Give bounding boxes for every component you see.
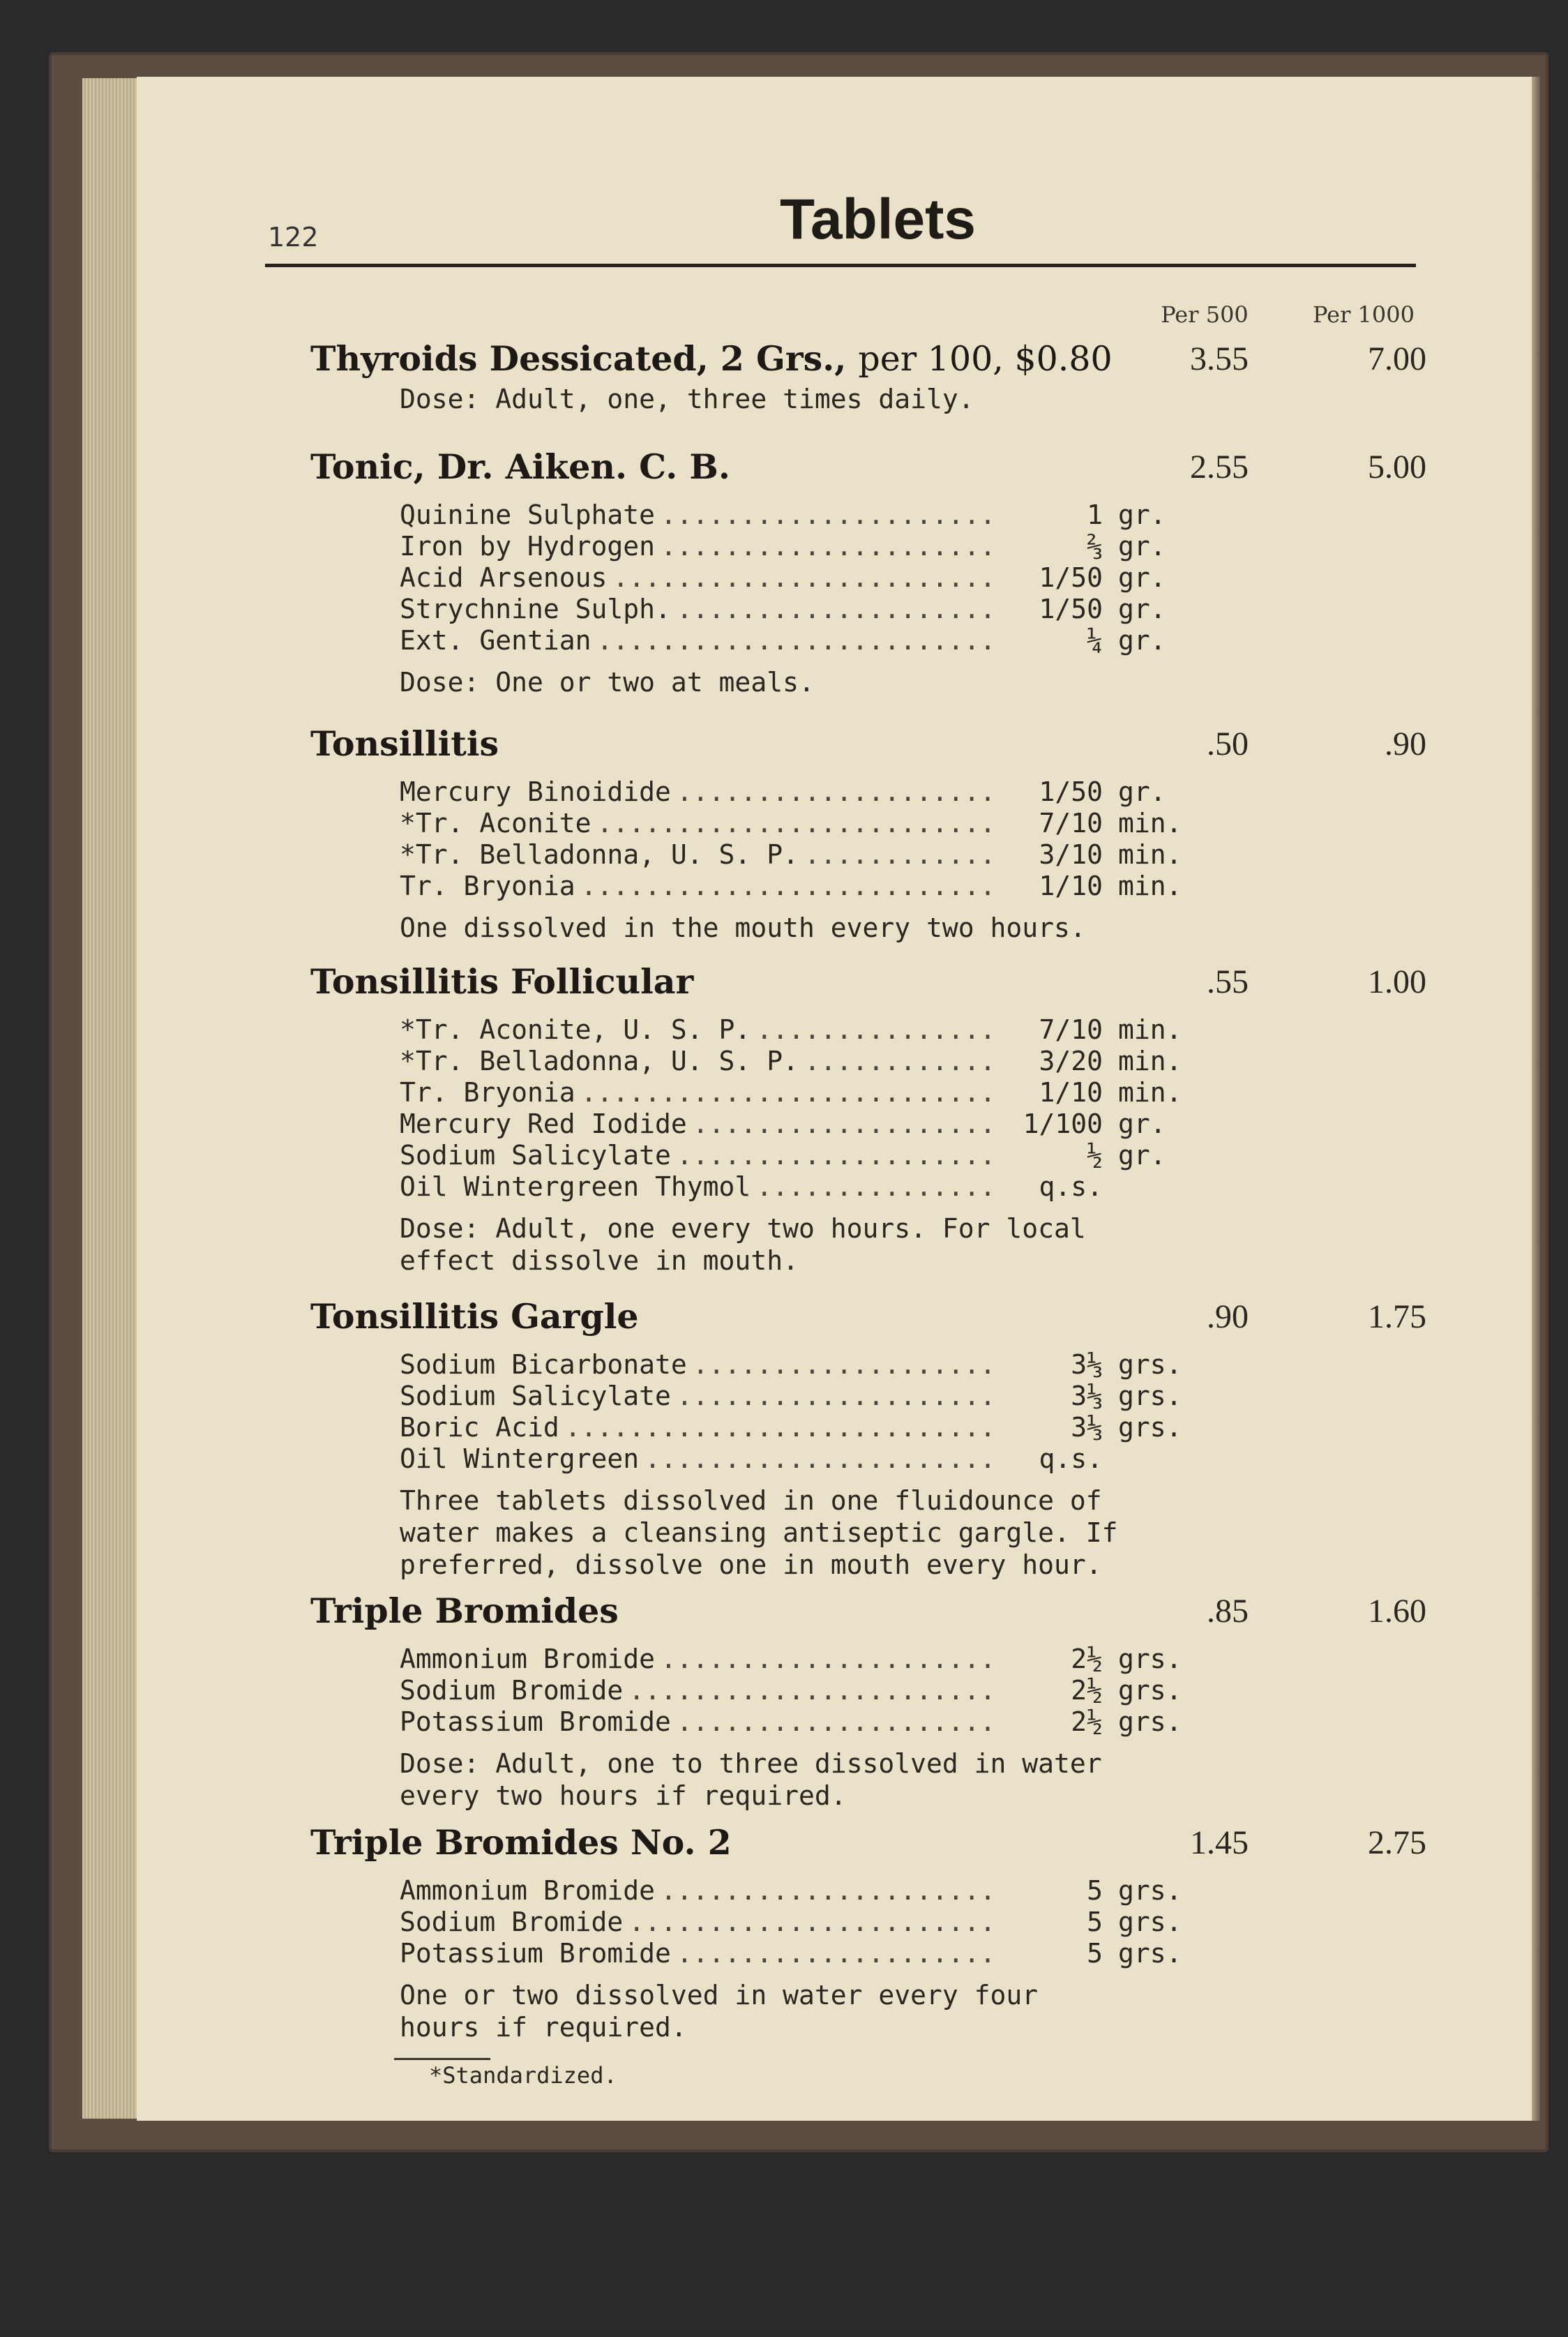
ingredient-unit: min. xyxy=(1118,871,1182,901)
ingredient-unit: grs. xyxy=(1118,1706,1182,1737)
ingredient-qty: 3/20 xyxy=(1039,1046,1103,1076)
product-title xyxy=(310,338,1113,379)
ingredient-unit: gr. xyxy=(1118,1109,1166,1139)
ingredient-row xyxy=(400,594,1188,625)
footnote-rule xyxy=(394,2058,490,2060)
dot-leader xyxy=(597,625,1000,656)
ingredient-qty: 2½ xyxy=(1071,1644,1103,1674)
ingredient-name: *Tr. Belladonna, U. S. P. xyxy=(400,1046,799,1076)
dot-leader xyxy=(677,594,1000,624)
dot-leader xyxy=(677,1381,1000,1411)
ingredient-row xyxy=(400,1046,1188,1077)
dot-leader xyxy=(581,1077,1000,1108)
product-name: Triple Bromides No. 2 xyxy=(310,1822,732,1863)
price-per-500: 1.45 xyxy=(1190,1824,1249,1861)
ingredient-unit: grs. xyxy=(1118,1675,1182,1706)
ingredient-name: *Tr. Aconite, U. S. P. xyxy=(400,1014,751,1045)
ingredient-name: Potassium Bromide xyxy=(400,1938,671,1969)
ingredient-name: Sodium Bicarbonate xyxy=(400,1349,687,1380)
ingredient-name: Ext. Gentian xyxy=(400,625,591,656)
dose-text: One or two dissolved in water every four hours if required. xyxy=(400,1980,1039,2043)
ingredient-qty: 3⅓ xyxy=(1071,1381,1103,1411)
ingredient-name: Ammonium Bromide xyxy=(400,1875,656,1906)
page-title: Tablets xyxy=(780,188,976,251)
dot-leader xyxy=(756,1171,1000,1202)
price-per-500: .90 xyxy=(1207,1298,1249,1335)
price-per-500: .55 xyxy=(1207,963,1249,1000)
ingredient-qty: 7/10 xyxy=(1039,1014,1103,1045)
ingredient-row xyxy=(400,1381,1188,1412)
ingredient-qty: 2½ xyxy=(1071,1675,1103,1706)
ingredient-qty: 3⅓ xyxy=(1071,1412,1103,1443)
page-edges xyxy=(82,78,142,2119)
ingredient-unit: grs. xyxy=(1118,1875,1182,1906)
product-name: Tonsillitis Gargle xyxy=(310,1296,639,1337)
ingredient-qty: 3⅓ xyxy=(1071,1349,1103,1380)
ingredient-name: Iron by Hydrogen xyxy=(400,531,656,562)
ingredient-row xyxy=(400,1077,1188,1109)
ingredient-qty: ½ xyxy=(1087,1140,1103,1171)
ingredient-row xyxy=(400,1706,1188,1738)
ingredient-qty: q.s. xyxy=(1039,1171,1103,1202)
ingredient-qty: 1/10 xyxy=(1039,1077,1103,1108)
ingredient-row xyxy=(400,1171,1188,1203)
ingredient-row xyxy=(400,839,1188,871)
column-header-per-1000: Per 1000 xyxy=(1313,301,1415,328)
ingredient-list xyxy=(400,1644,1188,1738)
ingredient-qty: 1/50 xyxy=(1039,594,1103,624)
ingredient-name: Tr. Bryonia xyxy=(400,1077,575,1108)
ingredient-qty: 3/10 xyxy=(1039,839,1103,870)
ingredient-unit: gr. xyxy=(1118,776,1166,807)
ingredient-name: Mercury Red Iodide xyxy=(400,1109,687,1139)
dose-text: Dose: Adult, one every two hours. For local effect dissolve in mouth. xyxy=(400,1213,1086,1276)
ingredient-list xyxy=(400,1014,1188,1203)
ingredient-qty: 7/10 xyxy=(1039,808,1103,839)
ingredient-name: *Tr. Aconite xyxy=(400,808,591,839)
ingredient-name: Mercury Binoidide xyxy=(400,776,671,807)
product-title-suffix: per 100, $0.80 xyxy=(858,339,1113,379)
price-per-1000: .90 xyxy=(1385,726,1426,762)
ingredient-row xyxy=(400,1875,1188,1907)
ingredient-unit: grs. xyxy=(1118,1644,1182,1674)
dot-leader xyxy=(661,1644,1000,1674)
ingredient-qty: 1/10 xyxy=(1039,871,1103,901)
price-per-1000: 1.75 xyxy=(1368,1298,1426,1335)
dose-text: Dose: Adult, one, three times daily. xyxy=(400,384,974,414)
dose-text: Dose: Adult, one to three dissolved in water every two hours if required. xyxy=(400,1748,1102,1811)
ingredient-row xyxy=(400,562,1188,594)
book-spine xyxy=(1532,77,1540,2121)
dot-leader xyxy=(644,1443,1000,1474)
ingredient-list xyxy=(400,1349,1188,1475)
product-entry xyxy=(310,961,1461,1277)
ingredient-qty: 5 xyxy=(1087,1938,1103,1969)
product-entry xyxy=(310,1591,1461,1812)
ingredient-unit: grs. xyxy=(1118,1907,1182,1937)
dot-leader xyxy=(677,1140,1000,1171)
ingredient-name: Quinine Sulphate xyxy=(400,499,656,530)
ingredient-list xyxy=(400,1875,1188,1969)
ingredient-name: Potassium Bromide xyxy=(400,1706,671,1737)
ingredient-row xyxy=(400,531,1188,562)
dot-leader xyxy=(661,499,1000,530)
dot-leader xyxy=(677,1706,1000,1737)
product-entry xyxy=(310,338,1461,415)
ingredient-row xyxy=(400,808,1188,839)
ingredient-unit: grs. xyxy=(1118,1381,1182,1411)
dot-leader xyxy=(677,776,1000,807)
ingredient-unit: gr. xyxy=(1118,499,1166,530)
ingredient-name: Sodium Bromide xyxy=(400,1907,624,1937)
ingredient-unit: gr. xyxy=(1118,1140,1166,1171)
ingredient-qty: 5 xyxy=(1087,1875,1103,1906)
ingredient-row xyxy=(400,871,1188,902)
product-name: Thyroids Dessicated, 2 Grs., xyxy=(310,338,847,379)
price-per-1000: 5.00 xyxy=(1368,449,1426,486)
product-entry xyxy=(310,1822,1461,2043)
dose-text: Dose: One or two at meals. xyxy=(400,667,815,698)
ingredient-name: *Tr. Belladonna, U. S. P. xyxy=(400,839,799,870)
dot-leader xyxy=(677,1938,1000,1969)
ingredient-unit: grs. xyxy=(1118,1349,1182,1380)
ingredient-qty: 1/50 xyxy=(1039,562,1103,593)
header-rule xyxy=(265,264,1416,267)
price-per-1000: 1.60 xyxy=(1368,1593,1426,1630)
ingredient-unit: gr. xyxy=(1118,594,1166,624)
dot-leader xyxy=(693,1109,1000,1139)
product-entry xyxy=(310,1296,1461,1581)
ingredient-qty: 2½ xyxy=(1071,1706,1103,1737)
price-per-500: .85 xyxy=(1207,1593,1249,1630)
page-number: 122 xyxy=(268,222,319,253)
ingredient-row xyxy=(400,1907,1188,1938)
ingredient-qty: 1/50 xyxy=(1039,776,1103,807)
ingredient-qty: 1/100 xyxy=(1023,1109,1103,1139)
ingredient-name: Sodium Salicylate xyxy=(400,1140,671,1171)
dot-leader xyxy=(661,1875,1000,1906)
ingredient-name: Oil Wintergreen xyxy=(400,1443,640,1474)
ingredient-unit: min. xyxy=(1118,1046,1182,1076)
ingredient-unit: gr. xyxy=(1118,562,1166,593)
price-per-500: 3.55 xyxy=(1190,340,1249,377)
product-entry xyxy=(310,723,1461,944)
ingredient-name: Tr. Bryonia xyxy=(400,871,575,901)
product-name: Tonsillitis xyxy=(310,723,499,764)
price-per-500: .50 xyxy=(1207,726,1249,762)
column-header-per-500: Per 500 xyxy=(1161,301,1249,328)
ingredient-unit: grs. xyxy=(1118,1938,1182,1969)
product-name: Tonic, Dr. Aiken. C. B. xyxy=(310,446,730,487)
dot-leader xyxy=(628,1907,1000,1937)
ingredient-row xyxy=(400,1014,1188,1046)
dot-leader xyxy=(804,1046,1000,1076)
ingredient-unit: gr. xyxy=(1118,625,1166,656)
footnote: *Standardized. xyxy=(429,2062,617,2089)
ingredient-list xyxy=(400,776,1188,902)
dot-leader xyxy=(661,531,1000,562)
product-name: Tonsillitis Follicular xyxy=(310,961,694,1002)
dot-leader xyxy=(693,1349,1000,1380)
ingredient-qty: q.s. xyxy=(1039,1443,1103,1474)
ingredient-row xyxy=(400,1675,1188,1706)
ingredient-name: Acid Arsenous xyxy=(400,562,608,593)
ingredient-row xyxy=(400,1412,1188,1443)
product-name: Triple Bromides xyxy=(310,1591,619,1631)
ingredient-list xyxy=(400,499,1188,656)
price-per-500: 2.55 xyxy=(1190,449,1249,486)
dot-leader xyxy=(581,871,1000,901)
dose-text: One dissolved in the mouth every two hours. xyxy=(400,912,1086,943)
ingredient-row xyxy=(400,1349,1188,1381)
dot-leader xyxy=(612,562,1000,593)
ingredient-row xyxy=(400,625,1188,656)
price-per-1000: 1.00 xyxy=(1368,963,1426,1000)
ingredient-unit: gr. xyxy=(1118,531,1166,562)
ingredient-row xyxy=(400,1140,1188,1171)
ingredient-row xyxy=(400,1644,1188,1675)
dose-text: Three tablets dissolved in one fluidounce of water makes a cleansing antiseptic gargle. If preferred, dissolve one in mouth every hour. xyxy=(400,1485,1118,1580)
ingredient-qty: ¼ xyxy=(1087,625,1103,656)
ingredient-qty: 1 xyxy=(1087,499,1103,530)
ingredient-name: Sodium Salicylate xyxy=(400,1381,671,1411)
ingredient-unit: grs. xyxy=(1118,1412,1182,1443)
ingredient-row xyxy=(400,776,1188,808)
dot-leader xyxy=(756,1014,1000,1045)
ingredient-row xyxy=(400,499,1188,531)
price-per-1000: 7.00 xyxy=(1368,340,1426,377)
ingredient-unit: min. xyxy=(1118,1077,1182,1108)
ingredient-row xyxy=(400,1938,1188,1969)
ingredient-unit: min. xyxy=(1118,1014,1182,1045)
ingredient-unit: min. xyxy=(1118,808,1182,839)
ingredient-unit: min. xyxy=(1118,839,1182,870)
ingredient-qty: ⅔ xyxy=(1087,531,1103,562)
dot-leader xyxy=(565,1412,1000,1443)
ingredient-name: Boric Acid xyxy=(400,1412,559,1443)
ingredient-name: Strychnine Sulph. xyxy=(400,594,671,624)
ingredient-row xyxy=(400,1109,1188,1140)
ingredient-row xyxy=(400,1443,1188,1475)
dot-leader xyxy=(628,1675,1000,1706)
ingredient-name: Oil Wintergreen Thymol xyxy=(400,1171,751,1202)
product-entry xyxy=(310,446,1461,698)
dot-leader xyxy=(597,808,1000,839)
dot-leader xyxy=(804,839,1000,870)
price-per-1000: 2.75 xyxy=(1368,1824,1426,1861)
ingredient-name: Ammonium Bromide xyxy=(400,1644,656,1674)
ingredient-name: Sodium Bromide xyxy=(400,1675,624,1706)
ingredient-qty: 5 xyxy=(1087,1907,1103,1937)
